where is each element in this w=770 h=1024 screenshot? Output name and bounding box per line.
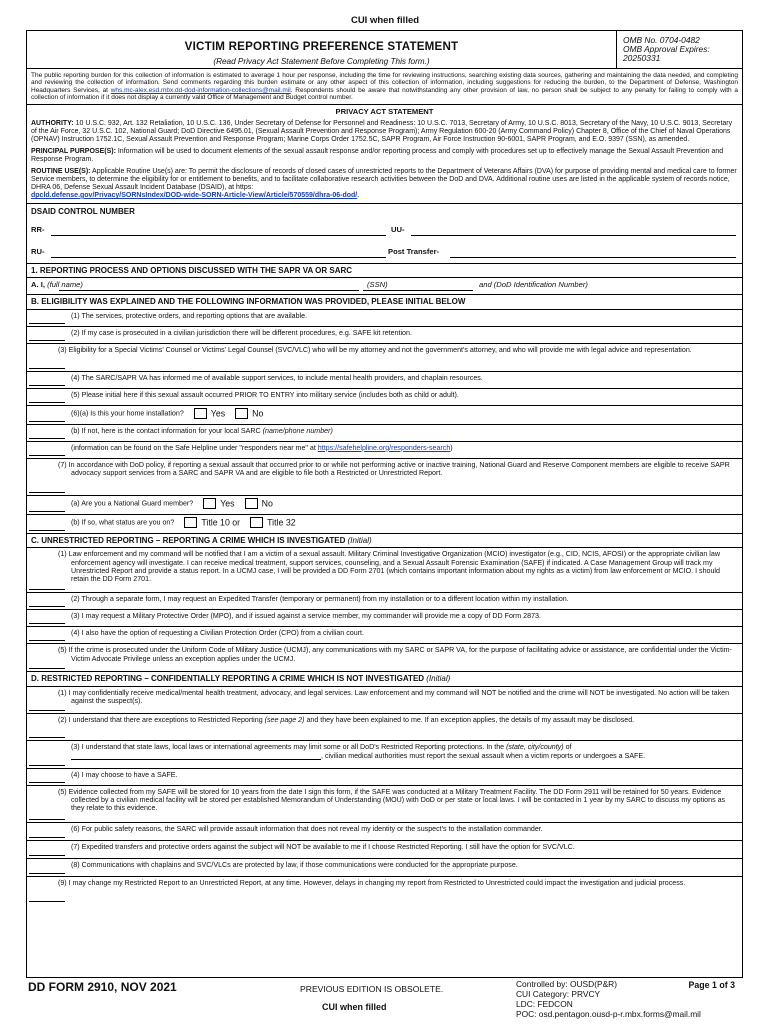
- rr-label: RR-: [31, 225, 45, 234]
- b7b-initial-field[interactable]: [27, 515, 67, 533]
- c5-row: (5) If the crime is prosecuted under the Uniform Code of Military Justice (UCMJ), any communications with my SARC or SAPR VA, for the purpose of facilitating advice or assistance, are confidential under the Victim-Victim Advocate Privilege unless an exception applies under the UCMJ.: [27, 644, 742, 672]
- authority-paragraph: AUTHORITY: 10 U.S.C. 932, Art. 132 Retaliation, 10 U.S.C. 136, Under Secretary of Defense for Personnel and Readiness: 10 U.S.C. 7013, Secretary of Army, 10 U.S.C. 8013, Secretary of the Navy, 10 U.S.C. 9013, Secretary of the Air Force, 32 U.S.C. 102, National Guard; DoD Directive 6495.01, (Sexual Assault Prevention and Response Program); Army Regulation 600-20 (Army Command Policy) Chapter 8, Office of the Chief of Naval Operations (OPNAV) Instruction 1752.1C, Sexual Assault Prevention and Response Program; Marine Corps Order 1752.5C, SAPR Program, Air Force Instruction 90-6001, SAPR Program, and E.O. 9397 (SSN), as amended.: [31, 119, 733, 143]
- burden-statement: The public reporting burden for this collection of information is estimated to average 1 hour per response, including the time for reviewing instructions, searching existing data sources, gathering and maintaining the data needed, and completing and reviewing the collection of information. Send comments regarding this burden estimate or any other aspect of this collection of information, including suggestions for reducing the burden, to the Department of Defense, Washington Headquarters Services, at whs.mc-alex.esd.mbx.dd-dod-information-collections@mail.mil. Respondents should be aware that notwithstanding any other provision of law, no person shall be subject to any penalty for failing to comply with a collection of information if it does not display a currently valid Office of Management and Budget control number.: [27, 69, 742, 105]
- d9-row: (9) I may change my Restricted Report to an Unrestricted Report, at any time. However, delays in changing my report from Restricted to Unrestricted could impact the investigation and judicial process.: [27, 877, 742, 904]
- previous-edition-note: PREVIOUS EDITION IS OBSOLETE.: [300, 984, 444, 994]
- section-1a-row: [27, 278, 742, 295]
- d1-initial-field[interactable]: [27, 687, 67, 713]
- safe-helpline-row: (information can be found on the Safe Helpline under "responders near me" at https://safehelpline.org/responders-search): [27, 442, 742, 459]
- sorn-link[interactable]: dpcld.defense.gov/Privacy/SORNsIndex/DOD-wide-SORN-Article-View/Article/570559/dhra-06-dod/: [31, 191, 358, 199]
- b2-row: (2) If my case is prosecuted in a civilian jurisdiction there will be different procedures, e.g. SAFE kit retention.: [27, 327, 742, 344]
- ssn-label: (SSN): [367, 280, 388, 290]
- post-transfer-field[interactable]: [450, 257, 736, 258]
- section-d-title: D. RESTRICTED REPORTING – CONFIDENTIALLY REPORTING A CRIME WHICH IS NOT INVESTIGATED (Initial): [27, 672, 742, 686]
- b6b-row: (b) If not, here is the contact information for your local SARC (name/phone number): [27, 425, 742, 442]
- d5-initial-field[interactable]: [27, 786, 67, 822]
- b2-initial-field[interactable]: [27, 327, 67, 343]
- c2-initial-field[interactable]: [27, 593, 67, 609]
- form-subtitle: (Read Privacy Act Statement Before Completing This form.): [213, 56, 430, 66]
- ssn-field[interactable]: [363, 290, 473, 291]
- b7b-row: (b) If so, what status are you on? Title 10 or Title 32: [27, 515, 742, 534]
- d3-row: (3) I understand that state laws, local laws or international agreements may limit some or all DoD's Restricted Reporting protections. In the (state, city/county) of , civilian medical authorities must report the sexual assault when a victim reports or undergoes a SAFE.: [27, 741, 742, 769]
- uu-label: UU-: [391, 225, 405, 234]
- ru-label: RU-: [31, 247, 45, 256]
- c4-row: (4) I also have the option of requesting a Civilian Protection Order (CPO) from a civilian court.: [27, 627, 742, 644]
- cui-marking-bottom: CUI when filled: [322, 1002, 387, 1012]
- cui-marking-top: CUI when filled: [350, 15, 420, 26]
- guard-no-checkbox[interactable]: [245, 498, 258, 509]
- b4-row: (4) The SARC/SAPR VA has informed me of available support services, to include mental health providers, and chaplain resources.: [27, 372, 742, 389]
- dsaid-title: DSAID CONTROL NUMBER: [31, 207, 135, 216]
- b7-initial-field[interactable]: [27, 459, 67, 495]
- home-installation-yes-checkbox[interactable]: [194, 408, 207, 419]
- safe-helpline-link[interactable]: https://safehelpline.org/responders-search: [317, 443, 451, 452]
- b6a-initial-field[interactable]: [27, 406, 67, 424]
- c4-initial-field[interactable]: [27, 627, 67, 643]
- controlled-by-block: Controlled by: OUSD(P&R) CUI Category: PRVCY LDC: FEDCON POC: osd.pentagon.ousd-p-r.mbx.forms@mail.mil: [516, 979, 701, 1019]
- d6-initial-field[interactable]: [27, 823, 67, 840]
- d7-row: (7) Expedited transfers and protective orders against the subject will NOT be available to me if I choose Restricted Reporting. I still have the option for SVC/VLC.: [27, 841, 742, 859]
- b1-initial-field[interactable]: [27, 310, 67, 326]
- post-transfer-label: Post Transfer-: [388, 247, 440, 256]
- form-body: [26, 30, 743, 978]
- form-number: DD FORM 2910, NOV 2021: [28, 980, 177, 994]
- purpose-paragraph: PRINCIPAL PURPOSE(S): Information will be used to document elements of the sexual assault response and/or reporting process and comply with procedures set up to effectively manage the Sexual Assault Prevention and Response Program.: [31, 147, 724, 163]
- page-number: Page 1 of 3: [688, 980, 735, 990]
- form-header: [27, 31, 742, 69]
- section-1-title: 1. REPORTING PROCESS AND OPTIONS DISCUSSED WITH THE SAPR VA OR SARC: [27, 264, 742, 278]
- dsaid-control-number: [27, 204, 742, 264]
- d4-row: (4) I may choose to have a SAFE.: [27, 769, 742, 786]
- d1-row: (1) I may confidentially receive medical/mental health treatment, advocacy, and legal services. Law enforcement and my command will NOT be notified and the crime will NOT be investigated. No action will be taken against the suspect(s).: [27, 687, 742, 714]
- uu-field[interactable]: [411, 235, 736, 236]
- b3-initial-field[interactable]: [27, 344, 67, 371]
- sarc-contact-field[interactable]: [27, 442, 67, 458]
- c3-row: (3) I may request a Military Protective Order (MPO), and if issued against a service member, my commander will provide me a copy of DD Form 2873.: [27, 610, 742, 627]
- b7a-row: (a) Are you a National Guard member? Yes No: [27, 496, 742, 515]
- home-installation-no-checkbox[interactable]: [235, 408, 248, 419]
- section-c-title: C. UNRESTRICTED REPORTING – REPORTING A CRIME WHICH IS INVESTIGATED (Initial): [27, 534, 742, 548]
- form-footer: [26, 980, 743, 1024]
- privacy-act-statement: [27, 105, 742, 204]
- section-b-title: B. ELIGIBILITY WAS EXPLAINED AND THE FOLLOWING INFORMATION WAS PROVIDED, PLEASE INITIAL BELOW: [27, 295, 742, 309]
- d8-row: (8) Communications with chaplains and SVC/VLCs are protected by law, if those communications were conducted for the appropriate purpose.: [27, 859, 742, 877]
- d6-row: (6) For public safety reasons, the SARC will provide assault information that does not reveal my identity or the suspect's to the installation commander.: [27, 823, 742, 841]
- dod-id-label: and (DoD Identification Number): [479, 280, 588, 290]
- omb-box: [616, 31, 742, 68]
- full-name-label: (full name): [47, 280, 83, 290]
- c2-row: (2) Through a separate form, I may request an Expedited Transfer (temporary or permanent) from my installation or to a different location within my installation.: [27, 593, 742, 610]
- b6b-initial-field[interactable]: [27, 425, 67, 441]
- rr-field[interactable]: [51, 235, 386, 236]
- c3-initial-field[interactable]: [27, 610, 67, 626]
- omb-number: OMB No. 0704-0482: [623, 35, 700, 45]
- state-city-field[interactable]: [71, 751, 321, 760]
- omb-approval-label: OMB Approval Expires:: [623, 44, 710, 55]
- c1-initial-field[interactable]: [27, 548, 67, 592]
- d8-initial-field[interactable]: [27, 859, 67, 876]
- d7-initial-field[interactable]: [27, 841, 67, 858]
- b5-row: (5) Please initial here if this sexual assault occurred PRIOR TO ENTRY into military service (includes both as child or adult).: [27, 389, 742, 406]
- b1-row: (1) The services, protective orders, and reporting options that are available.: [27, 310, 742, 327]
- b7a-initial-field[interactable]: [27, 496, 67, 514]
- b5-initial-field[interactable]: [27, 389, 67, 405]
- b6a-row: (6)(a) Is this your home installation? Yes No: [27, 406, 742, 425]
- d9-initial-field[interactable]: [27, 877, 67, 904]
- omb-expiry-date: 20250331: [623, 53, 661, 64]
- privacy-title: PRIVACY ACT STATEMENT: [335, 106, 434, 116]
- title10-checkbox[interactable]: [184, 517, 197, 528]
- d5-row: (5) Evidence collected from my SAFE will be stored for 10 years from the date I sign this form, if the SAFE was conducted at a Military Treatment Facility. The DD Form 2911 will be retained for 50 years. Evidence collected by a civilian medical facility will be stored per established Memorandum of Understanding (MOU) with DoD or per state or local laws. I will be contacted in 1 year by my SARC to discuss my options as they relate to this evidence.: [27, 786, 742, 823]
- full-name-field[interactable]: [59, 290, 359, 291]
- b7-row: (7) In accordance with DoD policy, if reporting a sexual assault that occurred prior to or while not performing active or inactive training, National Guard and Reserve Component members are eligible to receive SAPR advocacy support services from a SARC and SAPR VA and are eligible to file both a Restricted or Unrestricted Report.: [27, 459, 742, 496]
- burden-email-link[interactable]: whs.mc-alex.esd.mbx.dd-dod-information-collections@mail.mil: [110, 86, 291, 94]
- d2-row: (2) I understand that there are exceptions to Restricted Reporting (see page 2) and they have been explained to me. If an exception applies, the details of my assault may be disclosed.: [27, 714, 742, 741]
- b4-initial-field[interactable]: [27, 372, 67, 388]
- c5-initial-field[interactable]: [27, 644, 67, 671]
- d4-initial-field[interactable]: [27, 769, 67, 785]
- d2-initial-field[interactable]: [27, 714, 67, 740]
- guard-yes-checkbox[interactable]: [203, 498, 216, 509]
- ru-field[interactable]: [51, 257, 386, 258]
- form-title: VICTIM REPORTING PREFERENCE STATEMENT: [184, 40, 459, 53]
- routine-use-paragraph: ROUTINE USE(S): Applicable Routine Use(s) are: To permit the disclosure of records of closed cases of unrestricted reports to the Department of Veterans Affairs (DVA) for purpose of providing mental and medical care to former Service members, to determine the eligibility for or entitlement to benefits, and to facilitate collaborative research activities between the DoD and DVA. Additional routine uses are listed in the applicable system of records notice, DHRA 06, Defense Sexual Assault Incident Database (DSAID), at https: dpcld.defense.gov/Privacy/SORNsIndex/DOD-wide-SORN-Article-View/Article/570559/dhra-06-dod/.: [31, 167, 737, 199]
- c1-row: (1) Law enforcement and my command will be notified that I am a victim of a sexual assault. Military Criminal Investigative Organization (MCIO) investigator (e.g., CID, NCIS, AFOSI) or the appropriate civilian law enforcement agency will investigate. I can receive medical treatment, support services, counseling, and a Sexual Assault Forensic Examination (SAFE) if indicated. A Case Management Group will track my Unrestricted Report and provide a status report. In a UCMJ case, I will be provided a DD Form 2701 (which contains important information about my rights as a victim) from law enforcement or MCIO. I should retain the DD Form 2701.: [27, 548, 742, 593]
- d3-initial-field[interactable]: [27, 741, 67, 768]
- b3-row: (3) Eligibility for a Special Victims' Counsel or Victims' Legal Counsel (SVC/VLC) who will be my attorney and not the government's attorney, and who will provide me with legal advice and representation.: [27, 344, 742, 372]
- section-1a-label: A. I,: [31, 280, 45, 290]
- title32-checkbox[interactable]: [250, 517, 263, 528]
